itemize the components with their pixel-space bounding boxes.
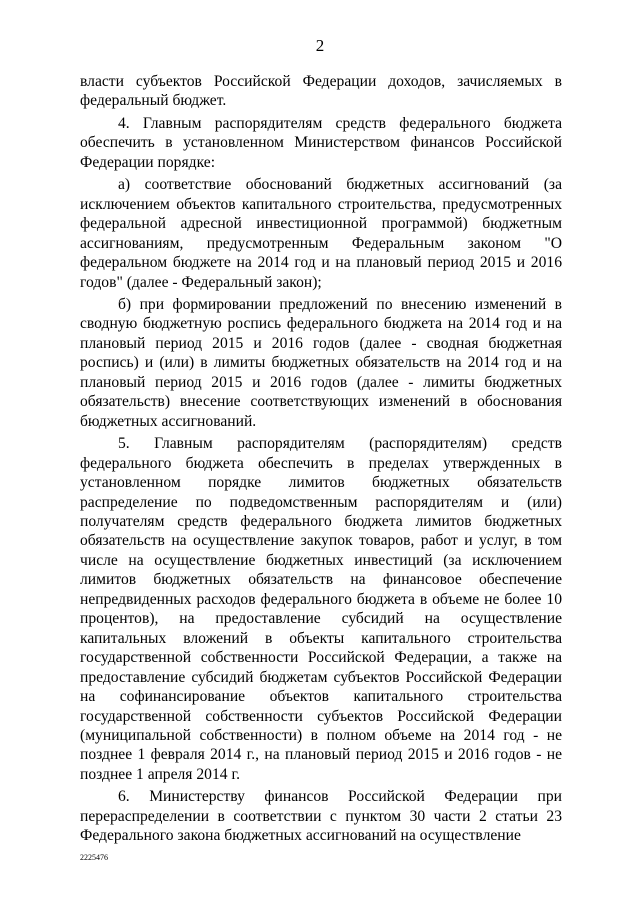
paragraph-continuation: власти субъектов Российской Федерации доходов, зачисляемых в федеральный бюджет.: [80, 73, 562, 110]
paragraph-item-4a: а) соответствие обоснований бюджетных ассигнований (за исключением объектов капитального строительства, предусмотренных федеральной адресной инвестиционной программой) бюджетным ассигнованиям, предусмотренным Федеральным законом "О федеральном бюджете на 2014 год и на плановый период 2015 и 2016 годов" (далее - Федеральный закон);: [80, 176, 562, 291]
paragraph-item-5: 5. Главным распорядителям (распорядителям) средств федерального бюджета обеспечить в пределах утвержденных в установленном порядке лимитов бюджетных обязательств распределение по подведомственным распорядителям и (или) получателям средств федерального бюджета лимитов бюджетных обязательств на осуществление закупок товаров, работ и услуг, в том числе на осуществление бюджетных инвестиций (за исключением лимитов бюджетных обязательств на финансовое обеспечение непредвиденных расходов федерального бюджета в объеме не более 10 процентов), на предоставление субсидий на осуществление капитальных вложений в объекты капитального строительства государственной собственности Российской Федерации, а также на предоставление субсидий бюджетам субъектов Российской Федерации на софинансирование объектов капитального строительства государственной собственности субъектов Российской Федерации (муниципальной собственности) в полном объеме на 2014 год - не позднее 1 февраля 2014 г., на плановый период 2015 и 2016 годов - не позднее 1 апреля 2014 г.: [80, 435, 562, 783]
paragraph-item-4b: б) при формировании предложений по внесению изменений в сводную бюджетную роспись федерального бюджета на 2014 год и на плановый период 2015 и 2016 годов (далее - сводная бюджетная роспись) и (или) в лимиты бюджетных обязательств на 2014 год и на плановый период 2015 и 2016 годов (далее - лимиты бюджетных обязательств) внесение соответствующих изменений в обоснования бюджетных ассигнований.: [80, 295, 562, 430]
paragraph-item-6: 6. Министерству финансов Российской Федерации при перераспределении в соответствии с пунктом 30 части 2 статьи 23 Федерального закона бюджетных ассигнований на осуществление: [80, 788, 562, 845]
page-number: 2: [315, 36, 325, 55]
document-body: [80, 72, 562, 849]
paragraph-item-4: 4. Главным распорядителям средств федерального бюджета обеспечить в установленном Министерством финансов Российской Федерации порядке:: [80, 114, 562, 171]
document-id: 2225476: [80, 853, 108, 862]
